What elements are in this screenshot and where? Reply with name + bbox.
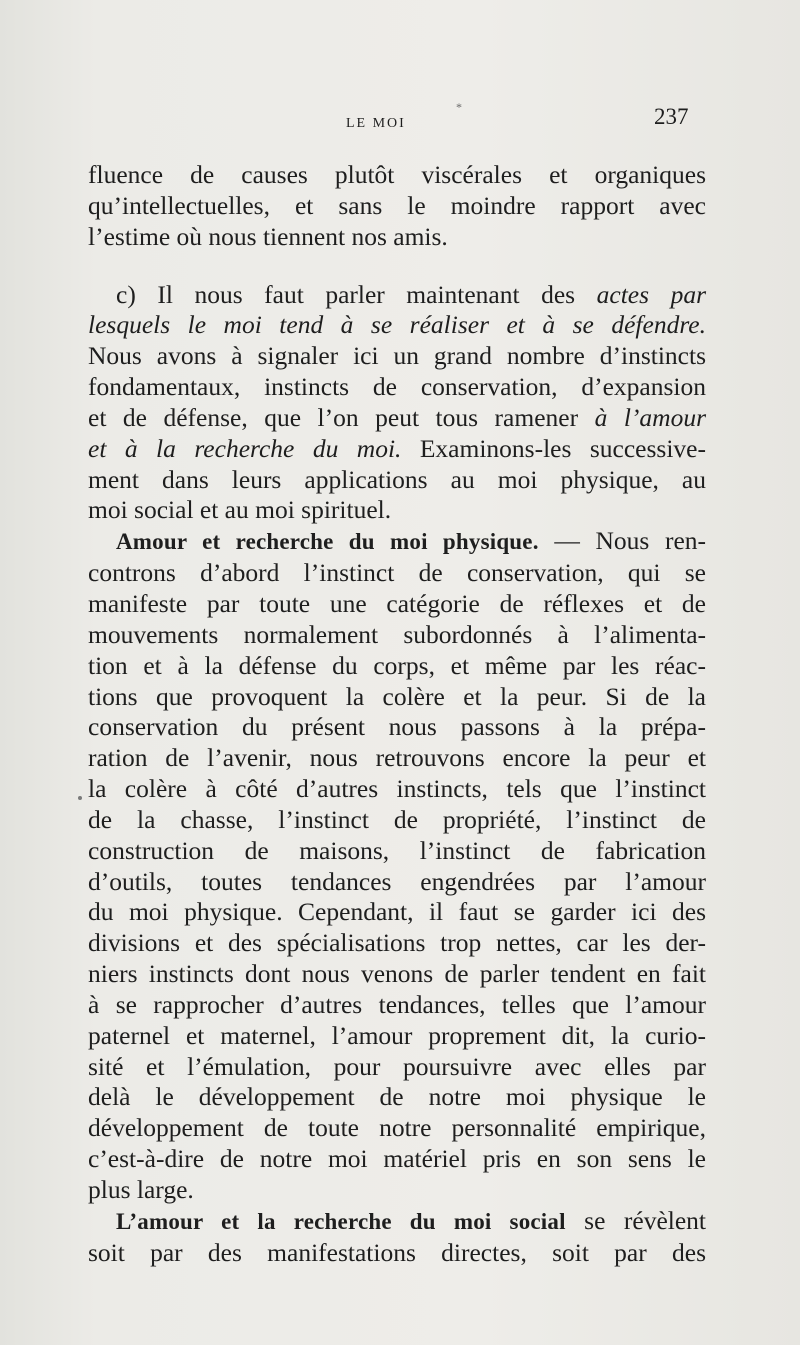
text-line: soit par des manifestations directes, soit par des (88, 1237, 706, 1267)
text-line: ration de l’avenir, nous retrouvons encore la peur et (88, 743, 706, 773)
section-heading: L’amour et la recherche du moi social (116, 1208, 566, 1234)
paragraph-continuation (88, 160, 706, 253)
text-line: delà le développement de notre moi physique le (88, 1082, 706, 1112)
text-run: — Nous ren- (554, 526, 707, 556)
text-line (88, 1206, 706, 1238)
text-run: Examinons-les successive- (419, 433, 706, 463)
text-line (88, 280, 706, 311)
paragraph-actes (88, 280, 706, 527)
text-run: se révèlent (584, 1205, 707, 1235)
text-run: c) Il nous faut parler maintenant des (116, 279, 576, 309)
text-line (88, 310, 706, 341)
paragraph-gap (88, 253, 706, 280)
text-run: et de défense, que l’on peut tous ramener (88, 402, 579, 432)
text-line: à se rapprocher d’autres tendances, telles que l’amour (88, 989, 706, 1019)
text-line: Nous avons à signaler ici un grand nombre d’instincts (88, 341, 706, 371)
text-line: l’estime où nous tiennent nos amis. (88, 221, 448, 251)
text-line: niers instincts dont nous venons de parler tendent en fait (88, 959, 706, 989)
text-line: manifeste par toute une catégorie de réflexes et de (88, 588, 706, 618)
text-line: fluence de causes plutôt viscérales et organiques (88, 160, 706, 189)
text-line: la colère à côté d’autres instincts, tels que l’instinct (88, 774, 706, 804)
text-line: développement de toute notre personnalité empirique, (88, 1113, 706, 1143)
italic-run: lesquels le moi tend à se réaliser et à se défendre. (88, 310, 706, 340)
text-line: construction de maisons, l’instinct de fabrication (88, 835, 706, 865)
text-line: c’est-à-dire de notre moi matériel pris en son sens le (88, 1144, 706, 1174)
italic-run: et à la recherche du moi. (88, 433, 402, 463)
italic-run: à l’amour (594, 402, 707, 432)
text-line: du moi physique. Cependant, il faut se garder ici des (88, 897, 706, 927)
paragraph-moi-physique (88, 526, 706, 1206)
running-title: LE MOI (346, 116, 406, 131)
section-heading: Amour et recherche du moi physique. (116, 529, 539, 555)
ornament-mark: * (456, 100, 462, 114)
text-line (88, 526, 706, 558)
margin-dot (78, 796, 82, 800)
text-line: tions que provoquent la colère et la peur. Si de la (88, 681, 706, 711)
text-line: mouvements normalement subordonnés à l’alimenta- (88, 619, 706, 649)
paragraph-moi-social (88, 1206, 706, 1269)
text-line: divisions et des spécialisations trop nettes, car les der- (88, 928, 706, 958)
text-line: de la chasse, l’instinct de propriété, l’instinct de (88, 804, 706, 834)
page-number: 237 (654, 104, 689, 129)
text-line: fondamentaux, instincts de conservation, d’expansion (88, 372, 706, 402)
body-text (88, 160, 706, 1269)
text-line: plus large. (88, 1175, 194, 1204)
page-header (0, 100, 800, 140)
text-line: moi social et au moi spirituel. (88, 495, 392, 525)
text-line (88, 403, 706, 434)
text-line: conservation du présent nous passons à la prépa- (88, 712, 706, 742)
text-line: controns d’abord l’instinct de conservation, qui se (88, 558, 706, 588)
text-line: ment dans leurs applications au moi physique, au (88, 464, 706, 494)
italic-run: actes par (596, 279, 706, 309)
text-line: tion et à la défense du corps, et même par les réac- (88, 650, 706, 680)
text-line: qu’intellectuelles, et sans le moindre rapport avec (88, 190, 706, 220)
text-line: d’outils, toutes tendances engendrées par l’amour (88, 866, 706, 896)
text-line: paternel et maternel, l’amour proprement dit, la curio- (88, 1020, 706, 1050)
text-line (88, 434, 706, 465)
text-line: sité et l’émulation, pour poursuivre avec elles par (88, 1051, 706, 1081)
